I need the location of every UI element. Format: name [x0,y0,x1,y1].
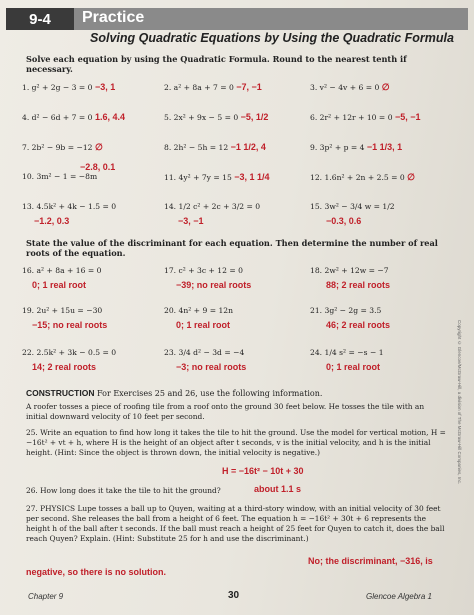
footer-page-number: 30 [228,590,240,601]
answer-23: −3; no real roots [176,362,247,372]
answer-26: about 1.1 s [254,484,302,494]
worksheet-header [6,6,468,44]
construction-text: A roofer tosses a piece of roofing tile from a roof onto the ground 30 feet below. He tosses the tile with an initial downward velocity of 10 feet per second. [26,402,425,421]
problem-1: 1. g² + 2g − 3 = 0 −3, 1 [22,82,116,92]
answer-18: 88; 2 real roots [326,280,391,290]
problem-23: 23. 3/4 d² − 3d = −4 [164,348,245,357]
problem-14: 14. 1/2 c² + 2c + 3/2 = 0 [164,202,261,211]
section1-instruction: Solve each equation by using the Quadratic Formula. Round to the nearest tenth if necessary. [26,54,407,74]
problem-10: 10. 3m² − 1 = −8m [22,172,98,181]
answer-27: No; the discriminant, −316, is negative, so there is no solution. [26,556,433,577]
problem-4: 4. d² − 6d + 7 = 0 1.6, 4.4 [22,112,125,122]
answer-13: −1.2, 0.3 [34,216,70,226]
construction-heading: CONSTRUCTION For Exercises 25 and 26, use the following information. [26,388,323,398]
problem-2: 2. a² + 8a + 7 = 0 −7, −1 [164,82,262,92]
answer-25: H = −16t² − 10t + 30 [222,466,304,476]
answer-24: 0; 1 real root [326,362,381,372]
worksheet-subtitle: Solving Quadratic Equations by Using the Quadratic Formula [90,31,454,45]
problem-15: 15. 3w² − 3/4 w = 1/2 [310,202,395,211]
problem-24: 24. 1/4 s² = −s − 1 [310,348,384,357]
problem-9: 9. 3p² + p = 4 −1 1/3, 1 [310,142,403,152]
answer-15: −0.3, 0.6 [326,216,362,226]
problem-3: 3. v² − 4v + 6 = 0 ∅ [310,82,390,92]
section2-instruction: State the value of the discriminant for each equation. Then determine the number of real roots of the equation. [26,238,438,258]
answer-10: −2.8, 0.1 [80,162,116,172]
problem-6: 6. 2r² + 12r + 10 = 0 −5, −1 [310,112,421,122]
problem-8: 8. 2h² − 5h = 12 −1 1/2, 4 [164,142,266,152]
problem-12: 12. 1.6n² + 2n + 2.5 = 0 ∅ [310,172,415,182]
problem-22: 22. 2.5k² + 3k − 0.5 = 0 [22,348,117,357]
question-25: 25. Write an equation to find how long it takes the tile to hit the ground. Use the model for vertical motion, H = −16t² + vt + h, where H is the height of an object after t seconds, v is the initial velocity, and h is the initial height. (Hint: Since the object is thrown down, the initial velocity is negative.) [26,428,446,457]
lesson-number: 9-4 [6,8,74,30]
answer-17: −39; no real roots [176,280,252,290]
problem-17: 17. c² + 3c + 12 = 0 [164,266,243,275]
problem-20: 20. 4n² + 9 = 12n [164,306,234,315]
answer-20: 0; 1 real root [176,320,231,330]
problem-5: 5. 2x² + 9x − 5 = 0 −5, 1/2 [164,112,269,122]
answer-19: −15; no real roots [32,320,108,330]
problem-11: 11. 4y² + 7y = 15 −3, 1 1/4 [164,172,270,182]
answer-16: 0; 1 real root [32,280,87,290]
answer-14: −3, −1 [178,216,204,226]
answer-22: 14; 2 real roots [32,362,97,372]
footer-chapter: Chapter 9 [28,592,64,601]
side-copyright: Copyright © Glencoe/McGraw-Hill, a division of The McGraw-Hill Companies, Inc. [457,320,462,484]
problem-19: 19. 2u² + 15u = −30 [22,306,103,315]
question-26: 26. How long does it take the tile to hit the ground? [26,486,221,495]
problem-13: 13. 4.5k² + 4k − 1.5 = 0 [22,202,117,211]
answer-21: 46; 2 real roots [326,320,391,330]
problem-21: 21. 3g² − 2g = 3.5 [310,306,382,315]
problem-18: 18. 2w² + 12w = −7 [310,266,389,275]
footer-book: Glencoe Algebra 1 [366,592,432,601]
question-27: 27. PHYSICS Lupe tosses a ball up to Quyen, waiting at a third-story window, with an initial velocity of 30 feet per second. She releases the ball from a height of 6 feet. The equation h = −16t² + 30t + 6 represents the height h of the ball after t seconds. If the ball must reach a height of 25 feet for Quyen to catch it, does the ball reach Quyen? Explain. (Hint: Substitute 25 for h and use the discriminant.) [26,504,445,543]
practice-label: Practice [82,9,145,26]
problem-7: 7. 2b² − 9b = −12 ∅ [22,142,103,152]
problem-16: 16. a² + 8a + 16 = 0 [22,266,102,275]
